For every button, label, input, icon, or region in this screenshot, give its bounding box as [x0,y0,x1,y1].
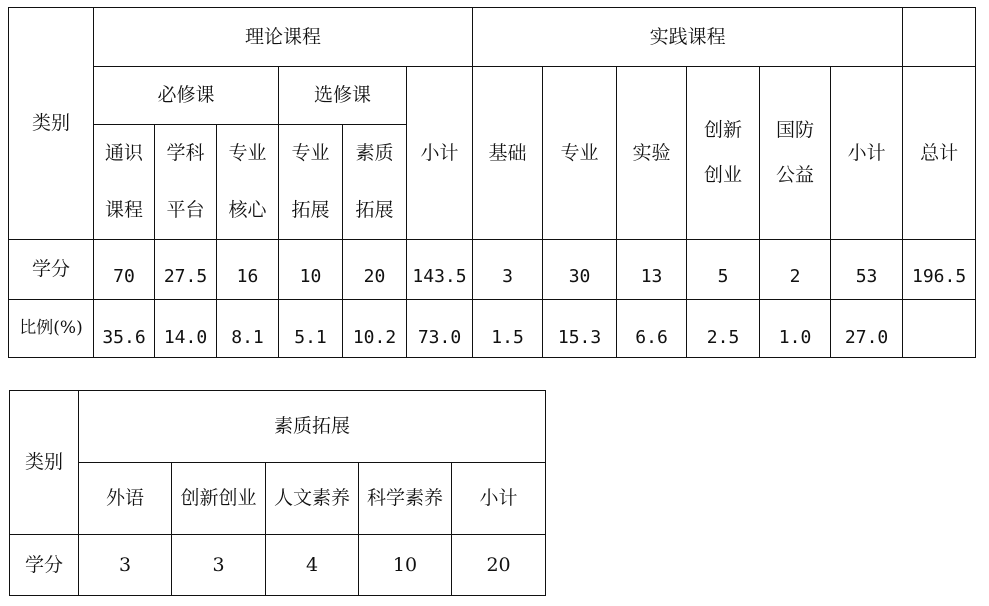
major-core-header: 专业 核心 [217,125,279,240]
credit-cell: 4 [266,535,359,596]
credit-cell: 20 [452,535,546,596]
credit-cell: 3 [473,240,543,300]
ratio-cell: 1.0 [760,300,831,358]
blank-header-cell [903,8,976,67]
category-header: 类别 [10,391,79,535]
credit-distribution-table [8,7,976,358]
credit-row-label: 学分 [10,535,79,596]
credit-cell: 10 [359,535,452,596]
ratio-cell: 14.0 [155,300,217,358]
ratio-cell: 35.6 [94,300,155,358]
ratio-cell: 6.6 [617,300,687,358]
credit-cell: 10 [279,240,343,300]
elective-courses-header: 选修课 [279,67,407,125]
credit-cell: 13 [617,240,687,300]
subtotal-header: 小计 [452,463,546,535]
quality-extension-header: 素质拓展 [79,391,546,463]
innovation-header: 创新 创业 [687,67,760,240]
general-courses-header: 通识 课程 [94,125,155,240]
ratio-cell: 8.1 [217,300,279,358]
credit-cell: 16 [217,240,279,300]
practice-subtotal-header: 小计 [831,67,903,240]
basic-header: 基础 [473,67,543,240]
grand-total-header: 总计 [903,67,976,240]
ratio-row-label: 比例(%) [9,300,94,358]
ratio-cell [903,300,976,358]
theory-subtotal-header: 小计 [407,67,473,240]
ratio-cell: 2.5 [687,300,760,358]
discipline-platform-header: 学科 平台 [155,125,217,240]
experiment-header: 实验 [617,67,687,240]
credit-cell: 5 [687,240,760,300]
ratio-cell: 10.2 [343,300,407,358]
category-header: 类别 [9,8,94,240]
credit-cell: 143.5 [407,240,473,300]
science-literacy-header: 科学素养 [359,463,452,535]
humanities-header: 人文素养 [266,463,359,535]
credit-cell: 70 [94,240,155,300]
credit-cell: 30 [543,240,617,300]
credit-cell: 2 [760,240,831,300]
credit-cell: 53 [831,240,903,300]
major-practice-header: 专业 [543,67,617,240]
credit-row-label: 学分 [9,240,94,300]
defense-welfare-header: 国防 公益 [760,67,831,240]
ratio-cell: 5.1 [279,300,343,358]
credit-cell: 27.5 [155,240,217,300]
credit-cell: 3 [79,535,172,596]
required-courses-header: 必修课 [94,67,279,125]
quality-extension-table [9,390,546,596]
theory-courses-header: 理论课程 [94,8,473,67]
ratio-cell: 27.0 [831,300,903,358]
credit-cell: 20 [343,240,407,300]
credit-cell: 3 [172,535,266,596]
quality-extension-header: 素质 拓展 [343,125,407,240]
foreign-language-header: 外语 [79,463,172,535]
practice-courses-header: 实践课程 [473,8,903,67]
innovation-header: 创新创业 [172,463,266,535]
ratio-cell: 73.0 [407,300,473,358]
ratio-cell: 15.3 [543,300,617,358]
credit-cell: 196.5 [903,240,976,300]
ratio-cell: 1.5 [473,300,543,358]
major-extension-header: 专业 拓展 [279,125,343,240]
